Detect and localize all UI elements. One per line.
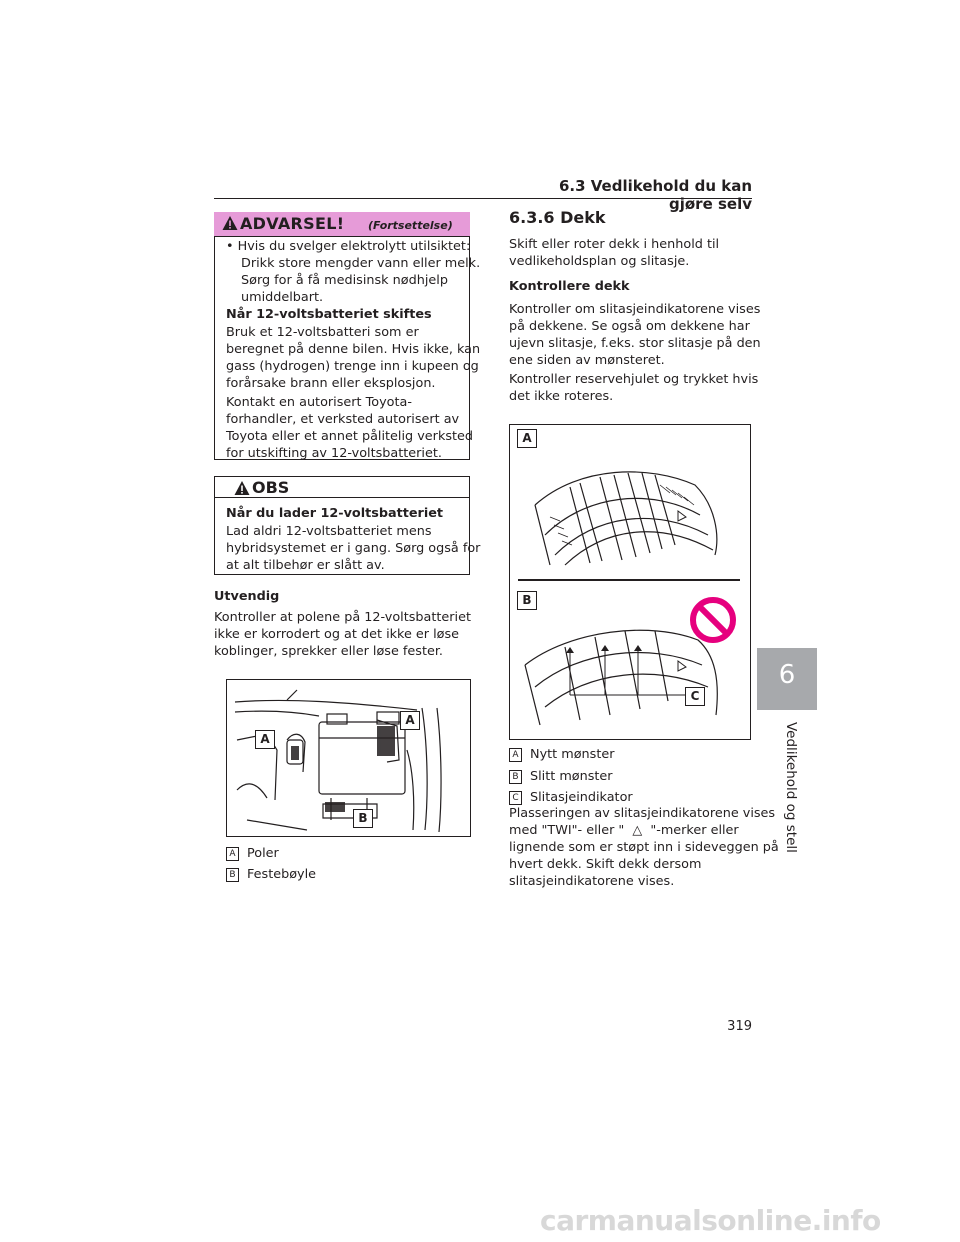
exterior-line: Kontroller at polene på 12-voltsbatteriet: [214, 610, 472, 625]
notice-line: Lad aldri 12-voltsbatteriet mens: [226, 524, 432, 539]
warning-triangle-icon: [222, 215, 238, 231]
battery-illustration: [226, 679, 471, 837]
legend-text: Festebøyle: [247, 867, 317, 882]
warning-bullet-line: Drikk store mengder vann eller melk.: [241, 256, 481, 271]
tire-illustration: [509, 424, 751, 740]
twi-text: "-merker eller: [650, 823, 739, 838]
legend-text: Nytt mønster: [530, 747, 615, 762]
warning-bullet-line: • Hvis du svelger elektrolytt utilsiktet:: [226, 239, 471, 254]
warning-paragraph-line: Toyota eller et annet pålitelig verksted: [226, 429, 474, 444]
tire-label-b: B: [517, 591, 537, 610]
tire-label-a: A: [517, 429, 537, 448]
tire-intro-line: vedlikeholdsplan og slitasje.: [509, 254, 690, 269]
tire-label-c: C: [685, 687, 705, 706]
notice-title: OBS: [252, 478, 290, 497]
warning-paragraph-line: forårsake brann eller eksplosjon.: [226, 376, 436, 391]
legend-text: Slitt mønster: [530, 769, 613, 784]
notice-divider: [214, 497, 470, 498]
twi-line: slitasjeindikatorene vises.: [509, 874, 675, 889]
tire-intro-line: Skift eller roter dekk i henhold til: [509, 237, 720, 252]
tire-legend-item-a: [509, 746, 614, 764]
header-divider: [214, 198, 752, 199]
exterior-heading: Utvendig: [214, 589, 280, 604]
legend-key: B: [509, 770, 522, 784]
tire-check-heading: Kontrollere dekk: [509, 279, 630, 294]
warning-paragraph-line: for utskifting av 12-voltsbatteriet.: [226, 446, 442, 461]
tire-legend-item-c: [509, 789, 633, 807]
warning-subheading: Når 12-voltsbatteriet skiftes: [226, 307, 432, 322]
notice-triangle-icon: [234, 480, 250, 496]
twi-line: hvert dekk. Skift dekk dersom: [509, 857, 702, 872]
tire-section-title: 6.3.6 Dekk: [509, 208, 606, 227]
warning-subtitle: (Fortsettelse): [368, 219, 453, 232]
tire-drawing: [510, 425, 750, 739]
legend-key: A: [226, 847, 239, 861]
triangle-mark-icon: △: [632, 823, 643, 838]
chapter-tab-label: Vedlikehold og stell: [783, 722, 799, 853]
twi-line-with-symbol: [509, 822, 739, 840]
tire-legend-item-b: [509, 768, 613, 786]
tire-spare-line: det ikke roteres.: [509, 389, 614, 404]
warning-paragraph-line: Kontakt en autorisert Toyota-: [226, 395, 412, 410]
notice-line: at alt tilbehør er slått av.: [226, 558, 385, 573]
tire-check-line: på dekkene. Se også om dekkene har: [509, 319, 750, 334]
warning-title: ADVARSEL!: [240, 214, 345, 233]
warning-paragraph-line: gass (hydrogen) trenge inn i kupeen og: [226, 359, 479, 374]
section-header: 6.3 Vedlikehold du kan gjøre selv: [558, 177, 752, 213]
battery-label-a: A: [255, 730, 275, 749]
chapter-tab-number: 6: [778, 660, 796, 690]
battery-legend-item-b: [226, 866, 316, 884]
legend-key: C: [509, 791, 522, 805]
twi-text: med "TWI"- eller ": [509, 823, 625, 838]
warning-paragraph-line: beregnet på denne bilen. Hvis ikke, kan: [226, 342, 481, 357]
notice-line: hybridsystemet er i gang. Sørg også for: [226, 541, 481, 556]
tire-check-line: Kontroller om slitasjeindikatorene vises: [509, 302, 761, 317]
twi-line: lignende som er støpt inn i sideveggen på: [509, 840, 779, 855]
battery-drawing: [227, 680, 470, 836]
twi-line: Plasseringen av slitasjeindikatorene vises: [509, 806, 776, 821]
tire-spare-line: Kontroller reservehjulet og trykket hvis: [509, 372, 759, 387]
watermark: carmanualsonline.info: [540, 1204, 881, 1237]
warning-bullet-line: umiddelbart.: [241, 290, 324, 305]
warning-paragraph-line: Bruk et 12-voltsbatteri som er: [226, 325, 419, 340]
battery-label-b: B: [353, 809, 373, 828]
battery-label-a-second: A: [400, 711, 420, 730]
legend-text: Slitasjeindikator: [530, 790, 633, 805]
warning-bullet-line: Sørg for å få medisinsk nødhjelp: [241, 273, 448, 288]
battery-legend-item-a: [226, 845, 279, 863]
exterior-line: koblinger, sprekker eller løse fester.: [214, 644, 443, 659]
notice-heading: Når du lader 12-voltsbatteriet: [226, 506, 444, 521]
warning-paragraph-line: forhandler, et verksted autorisert av: [226, 412, 460, 427]
legend-key: A: [509, 748, 522, 762]
exterior-line: ikke er korrodert og at det ikke er løse: [214, 627, 460, 642]
legend-key: B: [226, 868, 239, 882]
legend-text: Poler: [247, 846, 279, 861]
tire-check-line: ene siden av mønsteret.: [509, 353, 665, 368]
page-number: 319: [727, 1019, 752, 1034]
tire-check-line: ujevn slitasje, f.eks. stor slitasje på den: [509, 336, 761, 351]
